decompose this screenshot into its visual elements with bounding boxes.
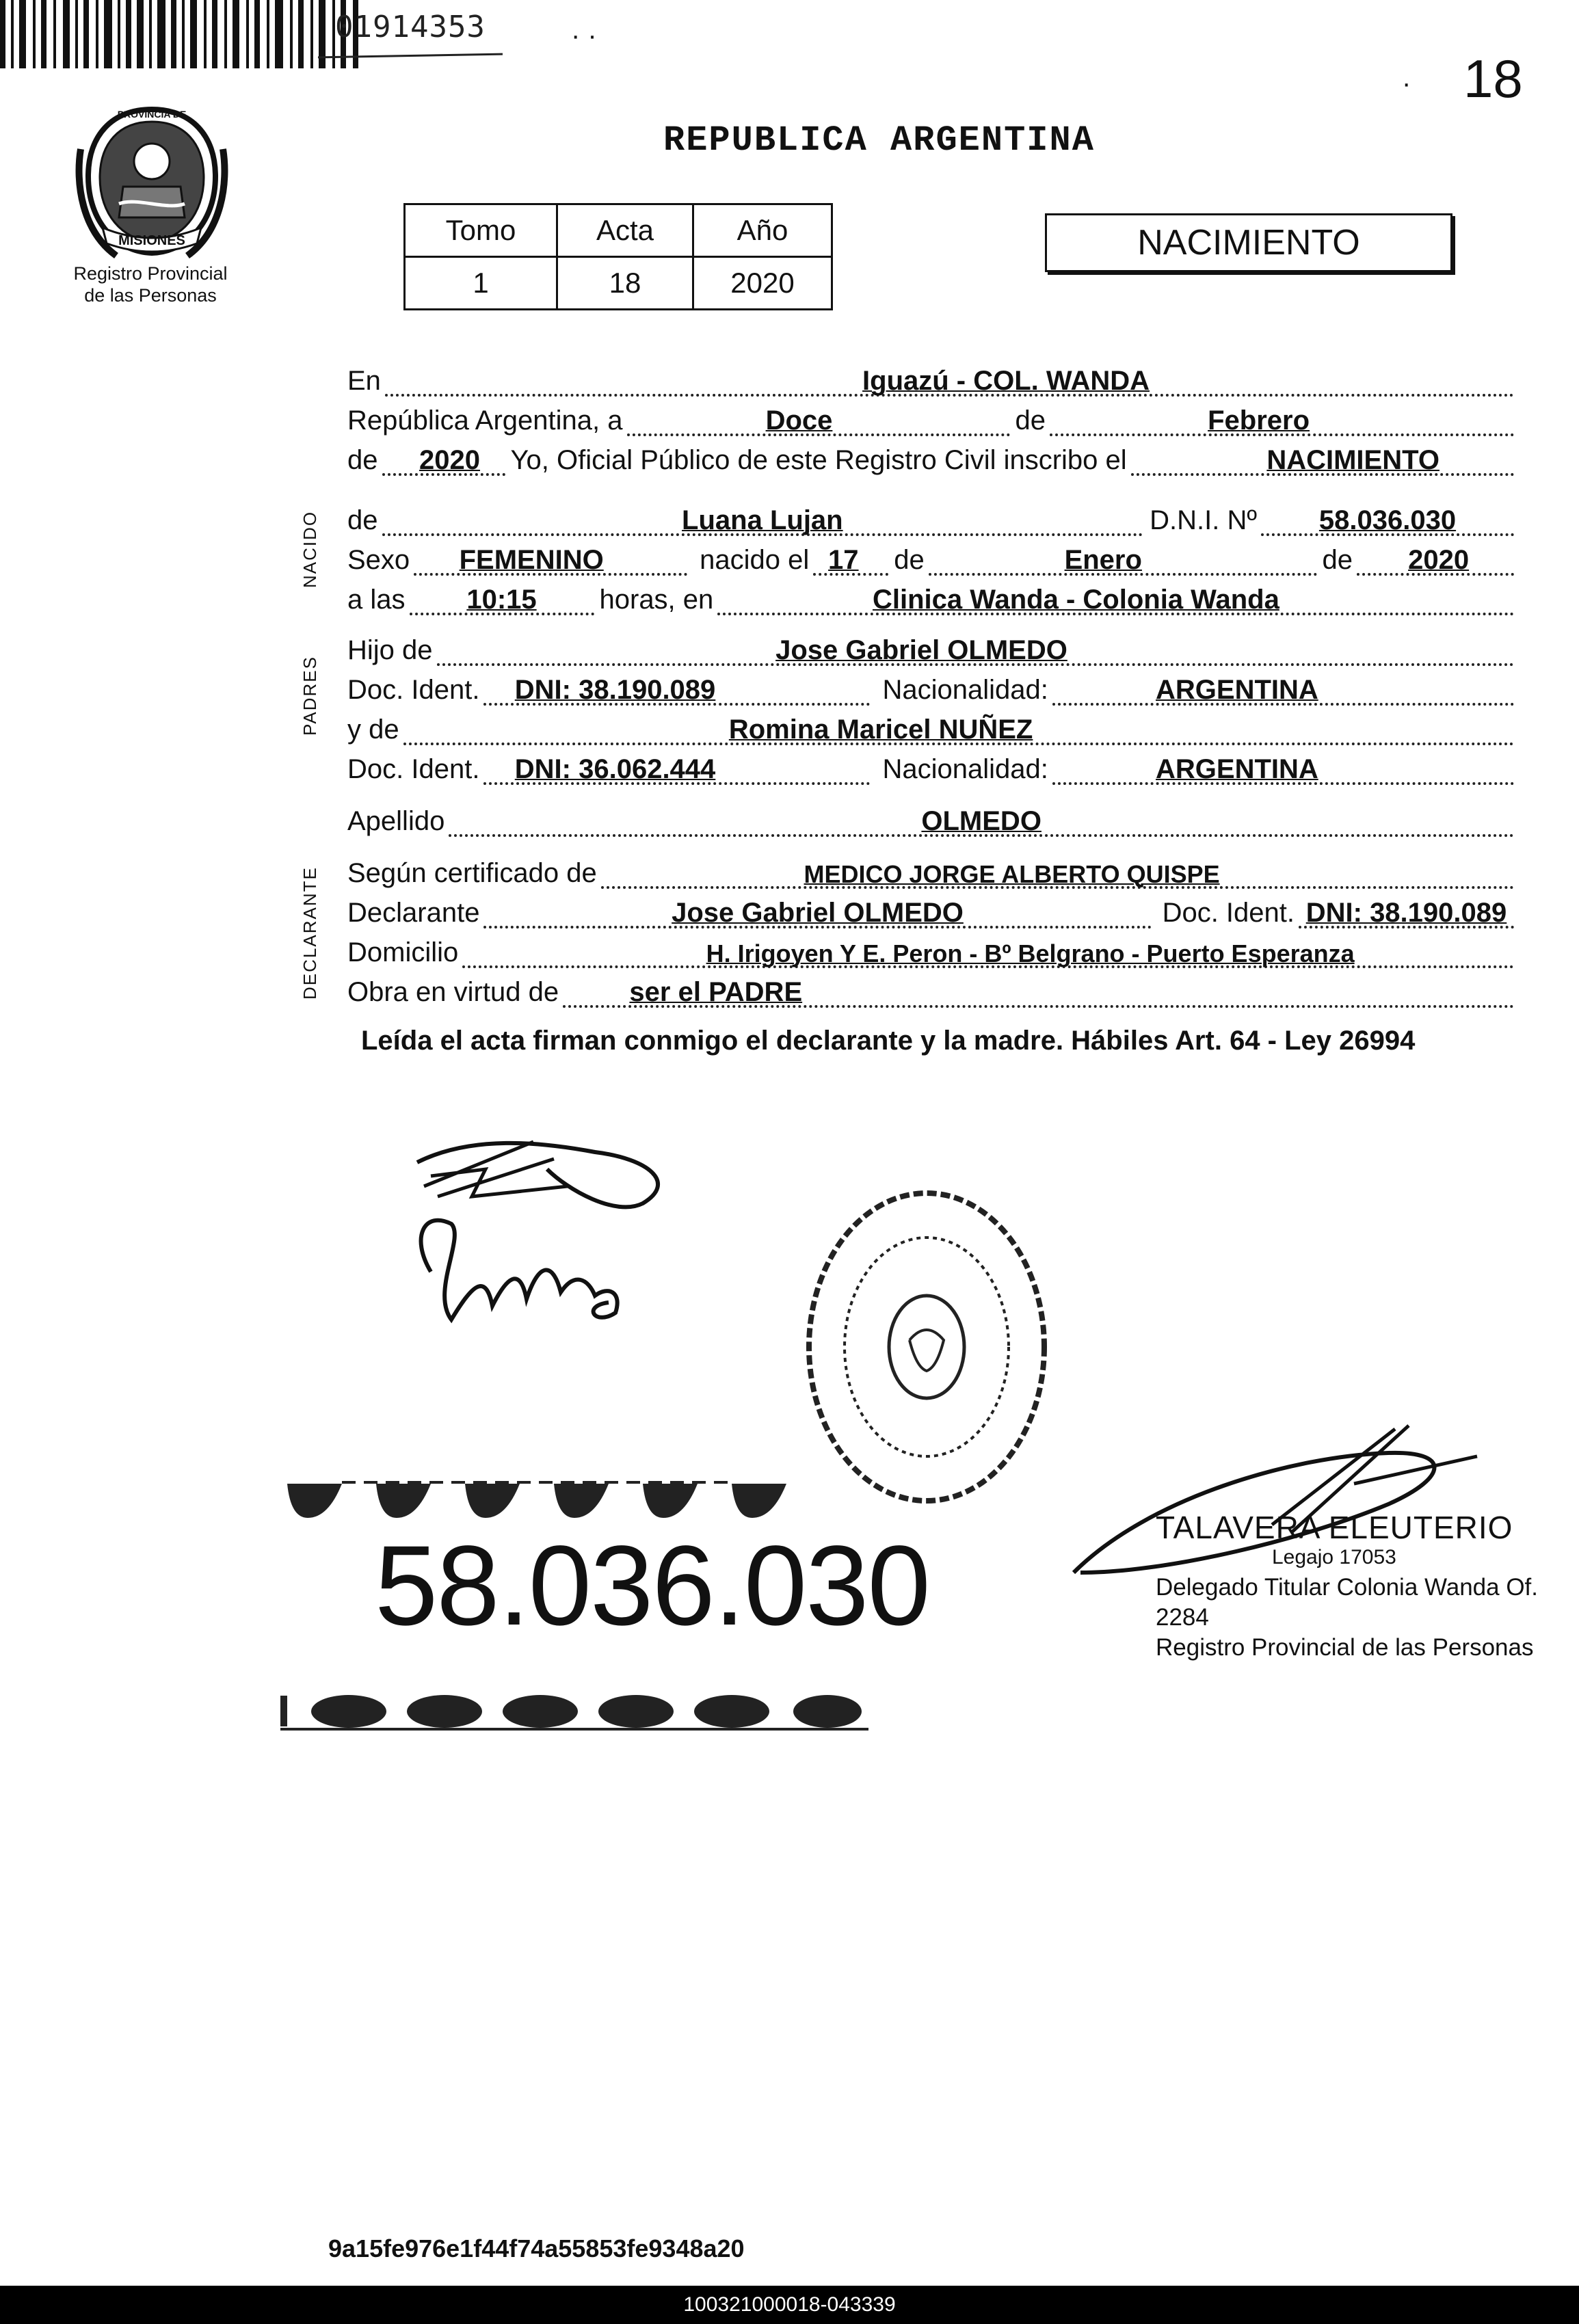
label-apellido: Apellido <box>347 806 445 836</box>
row-address <box>347 926 1514 968</box>
declarant-signature <box>390 1121 718 1347</box>
official-block <box>1156 1512 1579 1663</box>
official-legajo: Legajo 17053 <box>1272 1546 1396 1568</box>
field-mother-doc <box>483 740 870 785</box>
acta-header-anio: Año <box>693 204 832 257</box>
label-nacionalidad: Nacionalidad: <box>882 675 1048 705</box>
value-mother-nationality: ARGENTINA <box>1156 754 1318 784</box>
value-father-name: Jose Gabriel OLMEDO <box>775 635 1067 665</box>
barcode <box>0 0 362 68</box>
barcode-number: 58.036.030 <box>375 1523 929 1649</box>
field-act-type <box>1131 431 1514 476</box>
page-number: 18 <box>1463 49 1523 109</box>
label-obra-en-virtud: Obra en virtud de <box>347 977 559 1007</box>
document-hash: 9a15fe976e1f44f74a55853fe9348a20 <box>328 2234 745 2262</box>
field-address <box>462 923 1514 968</box>
label-doc-ident: Doc. Ident. <box>1162 898 1295 928</box>
field-mother-nationality <box>1052 740 1514 785</box>
value-certificate-by: MEDICO JORGE ALBERTO QUISPE <box>804 860 1220 888</box>
label-en: En <box>347 366 381 396</box>
field-father-nationality <box>1052 660 1514 706</box>
closing-statement: Leída el acta firman conmigo el declarante y la madre. Hábiles Art. 64 - Ley 26994 <box>361 1026 1416 1056</box>
field-mother-name <box>403 700 1514 745</box>
field-declarant-doc <box>1299 883 1514 929</box>
field-birth-month <box>929 531 1317 576</box>
section-label-declarante: DECLARANTE <box>300 866 320 1000</box>
document-title: REPUBLICA ARGENTINA <box>663 120 1095 161</box>
value-declarant: Jose Gabriel OLMEDO <box>672 898 964 928</box>
label-de: de <box>347 505 378 535</box>
label-yo-oficial: Yo, Oficial Público de este Registro Civil inscribo el <box>510 445 1127 475</box>
official-name: TALAVERA ELEUTERIO <box>1156 1510 1513 1545</box>
row-child <box>347 494 1514 536</box>
field-birth-time <box>410 570 594 615</box>
value-address: H. Irigoyen Y E. Peron - Bº Belgrano - Puerto Esperanza <box>706 939 1355 967</box>
record-type-box: NACIMIENTO <box>1045 213 1452 272</box>
seal-top-text: PROVINCIA DE <box>117 109 187 120</box>
label-y-de: y de <box>347 714 399 745</box>
field-month <box>1050 391 1514 436</box>
value-child-name: Luana Lujan <box>682 505 843 535</box>
field-child-name <box>382 491 1143 536</box>
seal-bottom-text: MISIONES <box>118 233 185 248</box>
value-year: 2020 <box>419 445 480 475</box>
value-birth-place: Clinica Wanda - Colonia Wanda <box>872 585 1279 615</box>
label-doc-ident: Doc. Ident. <box>347 675 480 705</box>
value-father-nationality: ARGENTINA <box>1156 675 1318 705</box>
label-segun-certificado: Según certificado de <box>347 858 597 888</box>
value-sex: FEMENINO <box>459 545 604 575</box>
security-pattern-bottom <box>280 1692 882 1733</box>
label-de: de <box>1015 405 1046 436</box>
field-certificate <box>601 844 1514 889</box>
label-sexo: Sexo <box>347 545 410 575</box>
field-capacity <box>563 963 1514 1008</box>
row-place <box>347 354 1514 397</box>
provincial-seal-logo <box>75 101 229 260</box>
label-nacido-el: nacido el <box>700 545 810 575</box>
acta-value-acta: 18 <box>557 257 693 310</box>
serial-number: 01914353 <box>335 10 486 44</box>
field-year <box>382 431 505 476</box>
mark-dot: · · <box>571 21 597 51</box>
field-father-doc <box>483 660 870 706</box>
field-father-name <box>437 621 1514 666</box>
value-mother-doc: DNI: 36.062.444 <box>514 754 716 784</box>
field-day <box>627 391 1010 436</box>
row-certificate <box>347 846 1514 889</box>
value-act-type: NACIMIENTO <box>1266 445 1439 475</box>
label-republica-a: República Argentina, a <box>347 405 623 436</box>
value-capacity: ser el PADRE <box>629 977 803 1007</box>
label-nacionalidad: Nacionalidad: <box>882 754 1048 784</box>
official-registry: Registro Provincial de las Personas <box>1156 1634 1534 1661</box>
field-birth-day <box>813 531 888 576</box>
official-stamp <box>800 1183 1053 1511</box>
section-label-padres: PADRES <box>300 656 320 736</box>
label-de: de <box>1322 545 1353 575</box>
field-birth-place <box>717 570 1514 615</box>
acta-value-tomo: 1 <box>405 257 557 310</box>
section-label-nacido: NACIDO <box>300 510 320 588</box>
row-father <box>347 624 1514 666</box>
field-place <box>385 351 1514 397</box>
value-birth-month: Enero <box>1064 545 1142 575</box>
field-surname <box>449 792 1514 837</box>
value-child-dni: 58.036.030 <box>1318 505 1457 535</box>
field-birth-year <box>1357 531 1514 576</box>
footer-code: 100321000018-043339 <box>0 2286 1579 2324</box>
row-surname <box>347 794 1514 837</box>
security-pattern-top <box>287 1477 889 1525</box>
row-year <box>347 433 1514 476</box>
value-day-words: Doce <box>765 405 833 436</box>
label-declarante: Declarante <box>347 898 480 928</box>
row-mother-doc <box>347 743 1514 785</box>
acta-header-tomo: Tomo <box>405 204 557 257</box>
registry-label <box>68 263 233 306</box>
label-horas-en: horas, en <box>599 585 714 615</box>
value-surname: OLMEDO <box>921 806 1041 836</box>
row-birth-date <box>347 533 1514 576</box>
mark-dot: · <box>1402 68 1411 98</box>
value-declarant-doc: DNI: 38.190.089 <box>1305 898 1507 928</box>
acta-table <box>403 203 833 310</box>
value-mother-name: Romina Maricel NUÑEZ <box>728 714 1033 745</box>
label-domicilio: Domicilio <box>347 937 459 967</box>
row-birth-time <box>347 573 1514 615</box>
value-month: Febrero <box>1208 405 1310 436</box>
field-sex <box>414 531 687 576</box>
row-capacity <box>347 965 1514 1008</box>
label-de: de <box>347 445 378 475</box>
acta-value-anio: 2020 <box>693 257 832 310</box>
acta-header-acta: Acta <box>557 204 693 257</box>
registry-label-line2: de las Personas <box>84 285 217 306</box>
row-mother <box>347 703 1514 745</box>
value-birth-time: 10:15 <box>466 585 537 615</box>
official-position: Delegado Titular Colonia Wanda Of. 2284 <box>1156 1574 1539 1631</box>
label-doc-ident: Doc. Ident. <box>347 754 480 784</box>
label-hijo-de: Hijo de <box>347 635 433 665</box>
label-dni-no: D.N.I. Nº <box>1150 505 1257 535</box>
row-declarant <box>347 886 1514 929</box>
label-a-las: a las <box>347 585 406 615</box>
value-birth-year: 2020 <box>1408 545 1470 575</box>
label-de: de <box>894 545 925 575</box>
value-birth-day: 17 <box>828 545 859 575</box>
field-declarant <box>483 883 1151 929</box>
value-father-doc: DNI: 38.190.089 <box>514 675 716 705</box>
field-child-dni <box>1261 491 1514 536</box>
value-place: Iguazú - COL. WANDA <box>862 366 1150 396</box>
registry-label-line1: Registro Provincial <box>73 263 228 284</box>
row-date <box>347 394 1514 436</box>
row-father-doc <box>347 663 1514 706</box>
